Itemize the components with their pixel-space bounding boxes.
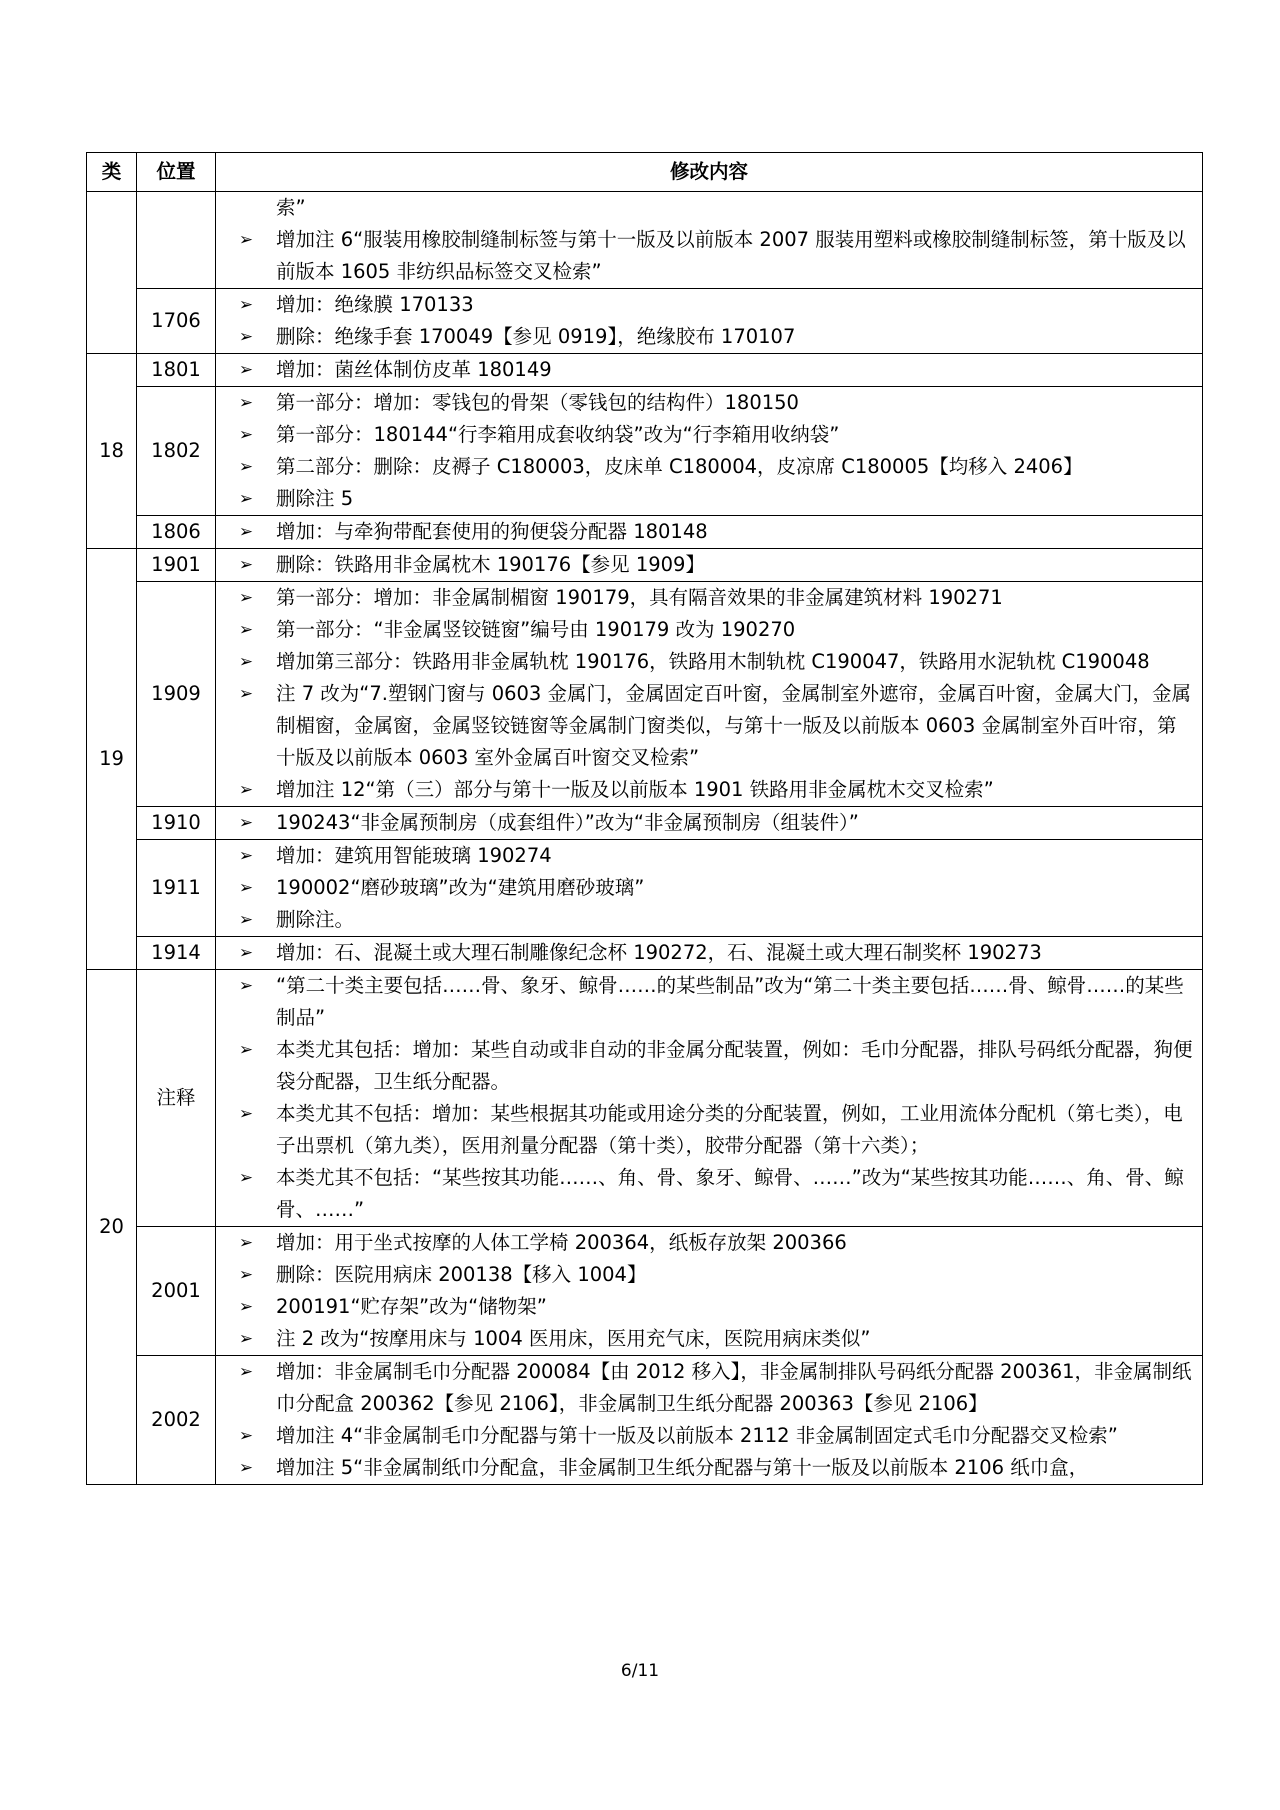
change-item: ➢ 第一部分：增加：零钱包的骨架（零钱包的结构件）180150 xyxy=(216,387,1194,419)
page-number: 6/11 xyxy=(620,1661,660,1681)
arrow-bullet-icon: ➢ xyxy=(238,457,254,477)
position-cell: 1911 xyxy=(137,840,216,937)
content-cell xyxy=(216,840,1203,937)
change-item: ➢ 200191“贮存架”改为“储物架” xyxy=(216,1291,1194,1323)
category-cell: 20 xyxy=(87,970,137,1485)
content-cell xyxy=(216,807,1203,840)
content-cell xyxy=(216,354,1203,387)
change-item: ➢ 本类尤其包括：增加：某些自动或非自动的非金属分配装置，例如：毛巾分配器，排队号码纸分配器，狗便袋分配器，卫生纸分配器。 xyxy=(216,1034,1194,1098)
change-item: ➢ 注 2 改为“按摩用床与 1004 医用床，医用充气床，医院用病床类似” xyxy=(216,1323,1194,1355)
position-cell: 1901 xyxy=(137,549,216,582)
change-item: ➢ 本类尤其不包括：“某些按其功能……、角、骨、象牙、鲸骨、……”改为“某些按其功能……、角、骨、鲸骨、……” xyxy=(216,1162,1194,1226)
change-item: ➢ 增加：石、混凝土或大理石制雕像纪念杯 190272，石、混凝土或大理石制奖杯 190273 xyxy=(216,937,1194,969)
content-cell xyxy=(216,516,1203,549)
change-item: ➢ 删除：绝缘手套 170049【参见 0919】，绝缘胶布 170107 xyxy=(216,321,1194,353)
table-row xyxy=(87,387,1203,516)
arrow-bullet-icon: ➢ xyxy=(238,295,254,315)
change-item: ➢ 删除注 5 xyxy=(216,483,1194,515)
table-row xyxy=(87,1356,1203,1485)
arrow-bullet-icon: ➢ xyxy=(238,620,254,640)
arrow-bullet-icon: ➢ xyxy=(238,230,254,250)
table-row xyxy=(87,549,1203,582)
arrow-bullet-icon: ➢ xyxy=(238,780,254,800)
position-cell: 注释 xyxy=(137,970,216,1227)
table-row xyxy=(87,807,1203,840)
arrow-bullet-icon: ➢ xyxy=(238,1458,254,1478)
change-item: ➢ 注 7 改为“7.塑钢门窗与 0603 金属门，金属固定百叶窗，金属制室外遮帘，金属百叶窗，金属大门，金属制楣窗，金属窗，金属竖铰链窗等金属制门窗类似，与第十一版及以前版本 0603 金属制室外百叶帘，第十版及以前版本 0603 室外金属百叶窗交叉检索” xyxy=(216,678,1194,774)
arrow-bullet-icon: ➢ xyxy=(238,1265,254,1285)
arrow-bullet-icon: ➢ xyxy=(238,327,254,347)
table-row xyxy=(87,354,1203,387)
arrow-bullet-icon: ➢ xyxy=(238,1329,254,1349)
category-cell xyxy=(87,192,137,354)
position-cell: 1909 xyxy=(137,582,216,807)
change-item: ➢ 190243“非金属预制房（成套组件）”改为“非金属预制房（组装件）” xyxy=(216,807,1194,839)
content-cell xyxy=(216,192,1203,289)
change-item: ➢ 第一部分：180144“行李箱用成套收纳袋”改为“行李箱用收纳袋” xyxy=(216,419,1194,451)
table-row xyxy=(87,192,1203,289)
arrow-bullet-icon: ➢ xyxy=(238,555,254,575)
arrow-bullet-icon: ➢ xyxy=(238,588,254,608)
content-cell xyxy=(216,289,1203,354)
content-cell xyxy=(216,549,1203,582)
change-item: ➢ 第一部分：增加：非金属制楣窗 190179，具有隔音效果的非金属建筑材料 190271 xyxy=(216,582,1194,614)
position-cell: 1910 xyxy=(137,807,216,840)
change-item: ➢ 增加注 4“非金属制毛巾分配器与第十一版及以前版本 2112 非金属制固定式毛巾分配器交叉检索” xyxy=(216,1420,1194,1452)
change-item: ➢ 删除注。 xyxy=(216,904,1194,936)
arrow-bullet-icon: ➢ xyxy=(238,652,254,672)
change-item: ➢ 增加注 6“服装用橡胶制缝制标签与第十一版及以前版本 2007 服装用塑料或橡胶制缝制标签，第十版及以前版本 1605 非纺织品标签交叉检索” xyxy=(216,224,1194,288)
position-cell: 1802 xyxy=(137,387,216,516)
arrow-bullet-icon: ➢ xyxy=(238,1362,254,1382)
change-item: ➢ 增加：绝缘膜 170133 xyxy=(216,289,1194,321)
arrow-bullet-icon: ➢ xyxy=(238,522,254,542)
table-row xyxy=(87,937,1203,970)
amendment-table xyxy=(86,152,1203,1485)
table-row xyxy=(87,840,1203,937)
continuation-line: 索” xyxy=(276,196,306,219)
table-header-row xyxy=(87,153,1203,192)
change-item: ➢ 增加：建筑用智能玻璃 190274 xyxy=(216,840,1194,872)
change-item: ➢ 增加：菌丝体制仿皮革 180149 xyxy=(216,354,1194,386)
arrow-bullet-icon: ➢ xyxy=(238,1168,254,1188)
change-item: ➢ 增加：与牵狗带配套使用的狗便袋分配器 180148 xyxy=(216,516,1194,548)
header-position: 位置 xyxy=(137,153,216,192)
change-item: ➢ 第二部分：删除：皮褥子 C180003，皮床单 C180004，皮凉席 C180005【均移入 2406】 xyxy=(216,451,1194,483)
arrow-bullet-icon: ➢ xyxy=(238,1040,254,1060)
table-row xyxy=(87,1227,1203,1356)
amendment-table-container xyxy=(86,152,1202,1485)
arrow-bullet-icon: ➢ xyxy=(238,846,254,866)
change-item: ➢ 增加第三部分：铁路用非金属轨枕 190176，铁路用木制轨枕 C190047，铁路用水泥轨枕 C190048 xyxy=(216,646,1194,678)
table-row xyxy=(87,516,1203,549)
category-cell: 18 xyxy=(87,354,137,549)
category-cell: 19 xyxy=(87,549,137,970)
content-cell xyxy=(216,937,1203,970)
table-row xyxy=(87,289,1203,354)
change-item: ➢ 删除：医院用病床 200138【移入 1004】 xyxy=(216,1259,1194,1291)
arrow-bullet-icon: ➢ xyxy=(238,360,254,380)
content-cell xyxy=(216,387,1203,516)
arrow-bullet-icon: ➢ xyxy=(238,943,254,963)
arrow-bullet-icon: ➢ xyxy=(238,1233,254,1253)
table-row xyxy=(87,970,1203,1227)
arrow-bullet-icon: ➢ xyxy=(238,425,254,445)
position-cell: 1914 xyxy=(137,937,216,970)
arrow-bullet-icon: ➢ xyxy=(238,878,254,898)
change-item: ➢ 190002“磨砂玻璃”改为“建筑用磨砂玻璃” xyxy=(216,872,1194,904)
content-cell xyxy=(216,582,1203,807)
arrow-bullet-icon: ➢ xyxy=(238,976,254,996)
table-row xyxy=(87,582,1203,807)
position-cell: 2001 xyxy=(137,1227,216,1356)
position-cell: 1801 xyxy=(137,354,216,387)
change-item: ➢ 第一部分：“非金属竖铰链窗”编号由 190179 改为 190270 xyxy=(216,614,1194,646)
change-item: ➢ 增加注 12“第（三）部分与第十一版及以前版本 1901 铁路用非金属枕木交叉检索” xyxy=(216,774,1194,806)
change-item: ➢ 删除：铁路用非金属枕木 190176【参见 1909】 xyxy=(216,549,1194,581)
arrow-bullet-icon: ➢ xyxy=(238,489,254,509)
change-item: ➢ 增加：用于坐式按摩的人体工学椅 200364，纸板存放架 200366 xyxy=(216,1227,1194,1259)
arrow-bullet-icon: ➢ xyxy=(238,393,254,413)
header-content: 修改内容 xyxy=(216,153,1203,192)
arrow-bullet-icon: ➢ xyxy=(238,1426,254,1446)
header-category: 类 xyxy=(87,153,137,192)
position-cell: 2002 xyxy=(137,1356,216,1485)
arrow-bullet-icon: ➢ xyxy=(238,813,254,833)
position-cell: 1806 xyxy=(137,516,216,549)
position-cell: 1706 xyxy=(137,289,216,354)
change-item: ➢ 本类尤其不包括：增加：某些根据其功能或用途分类的分配装置，例如，工业用流体分配机（第七类），电子出票机（第九类），医用剂量分配器（第十类），胶带分配器（第十六类）； xyxy=(216,1098,1194,1162)
arrow-bullet-icon: ➢ xyxy=(238,1104,254,1124)
content-cell xyxy=(216,1227,1203,1356)
change-item: ➢ 增加：非金属制毛巾分配器 200084【由 2012 移入】，非金属制排队号码纸分配器 200361，非金属制纸巾分配盒 200362【参见 2106】，非金属制卫生纸分配器 200363【参见 2106】 xyxy=(216,1356,1194,1420)
position-cell xyxy=(137,192,216,289)
arrow-bullet-icon: ➢ xyxy=(238,684,254,704)
arrow-bullet-icon: ➢ xyxy=(238,910,254,930)
arrow-bullet-icon: ➢ xyxy=(238,1297,254,1317)
change-item: ➢ “第二十类主要包括……骨、象牙、鲸骨……的某些制品”改为“第二十类主要包括……骨、鲸骨……的某些制品” xyxy=(216,970,1194,1034)
content-cell xyxy=(216,970,1203,1227)
content-cell xyxy=(216,1356,1203,1485)
change-item: ➢ 增加注 5“非金属制纸巾分配盒，非金属制卫生纸分配器与第十一版及以前版本 2106 纸巾盒， xyxy=(216,1452,1194,1484)
